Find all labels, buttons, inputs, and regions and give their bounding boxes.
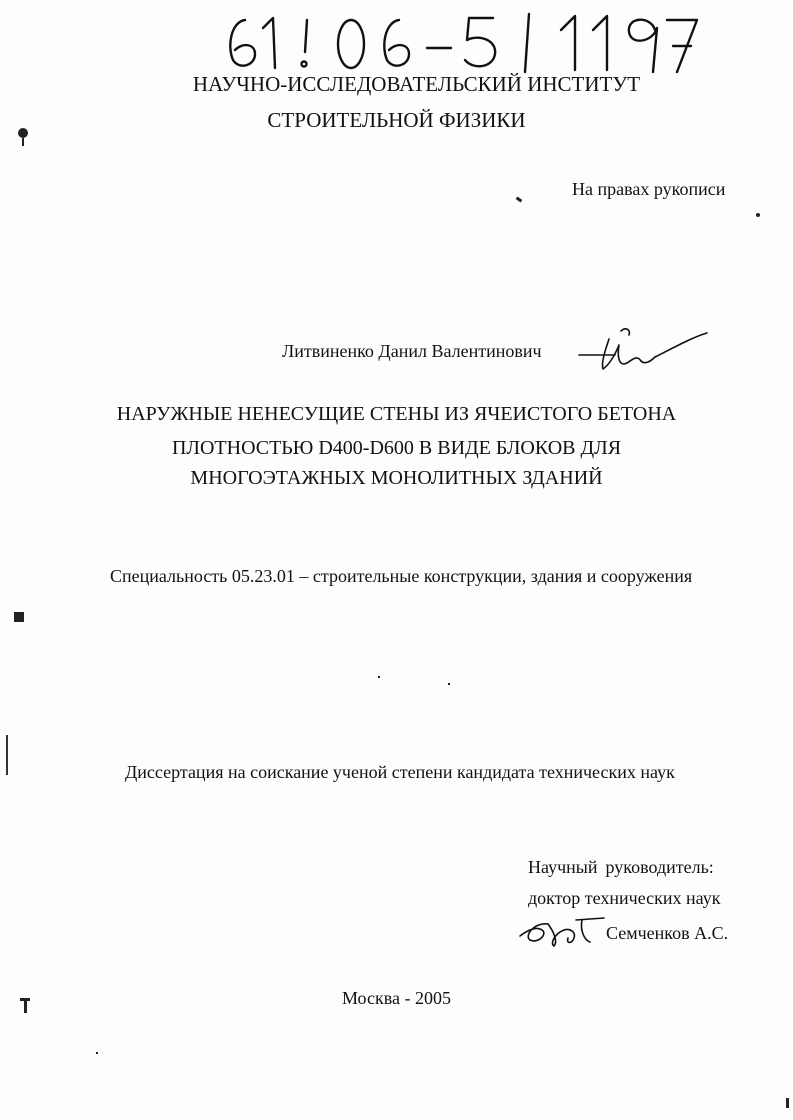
thesis-title-line2: ПЛОТНОСТЬЮ D400-D600 В ВИДЕ БЛОКОВ ДЛЯ (171, 437, 622, 459)
scan-mark (786, 1098, 789, 1108)
city-year: Москва - 2005 (342, 988, 451, 1008)
supervisor-label-word1: Научный (528, 857, 598, 877)
supervisor-label (528, 855, 714, 879)
supervisor-name: Семченков А.С. (606, 923, 729, 943)
scan-mark (448, 683, 450, 685)
scan-edge-line (6, 735, 8, 775)
specialty-line: Специальность 05.23.01 – строительные конструкции, здания и сооружения (110, 566, 693, 586)
scan-mark (96, 1052, 98, 1054)
supervisor-degree: доктор технических наук (528, 888, 721, 908)
scan-mark (516, 197, 523, 203)
supervisor-label-word2: руководитель: (605, 857, 714, 877)
institute-name-line1: НАУЧНО-ИССЛЕДОВАТЕЛЬСКИЙ ИНСТИТУТ (192, 72, 641, 96)
thesis-title-line3: МНОГОЭТАЖНЫХ МОНОЛИТНЫХ ЗДАНИЙ (190, 467, 603, 489)
institute-name-line2: СТРОИТЕЛЬНОЙ ФИЗИКИ (267, 108, 526, 132)
scan-mark (756, 213, 760, 217)
scan-mark (378, 676, 380, 678)
supervisor-signature (518, 910, 608, 950)
scan-mark (18, 128, 28, 138)
handwritten-catalog-number (215, 6, 705, 76)
thesis-title-line1: НАРУЖНЫЕ НЕНЕСУЩИЕ СТЕНЫ ИЗ ЯЧЕИСТОГО БЕТОНА (116, 403, 677, 425)
author-signature (575, 325, 710, 375)
scan-mark (22, 138, 24, 146)
thesis-degree-line: Диссертация на соискание ученой степени кандидата технических наук (125, 762, 675, 782)
scan-mark (14, 612, 24, 622)
scan-mark (24, 999, 27, 1013)
author-name: Литвиненко Данил Валентинович (282, 341, 542, 361)
manuscript-rights-note: На правах рукописи (572, 179, 726, 199)
